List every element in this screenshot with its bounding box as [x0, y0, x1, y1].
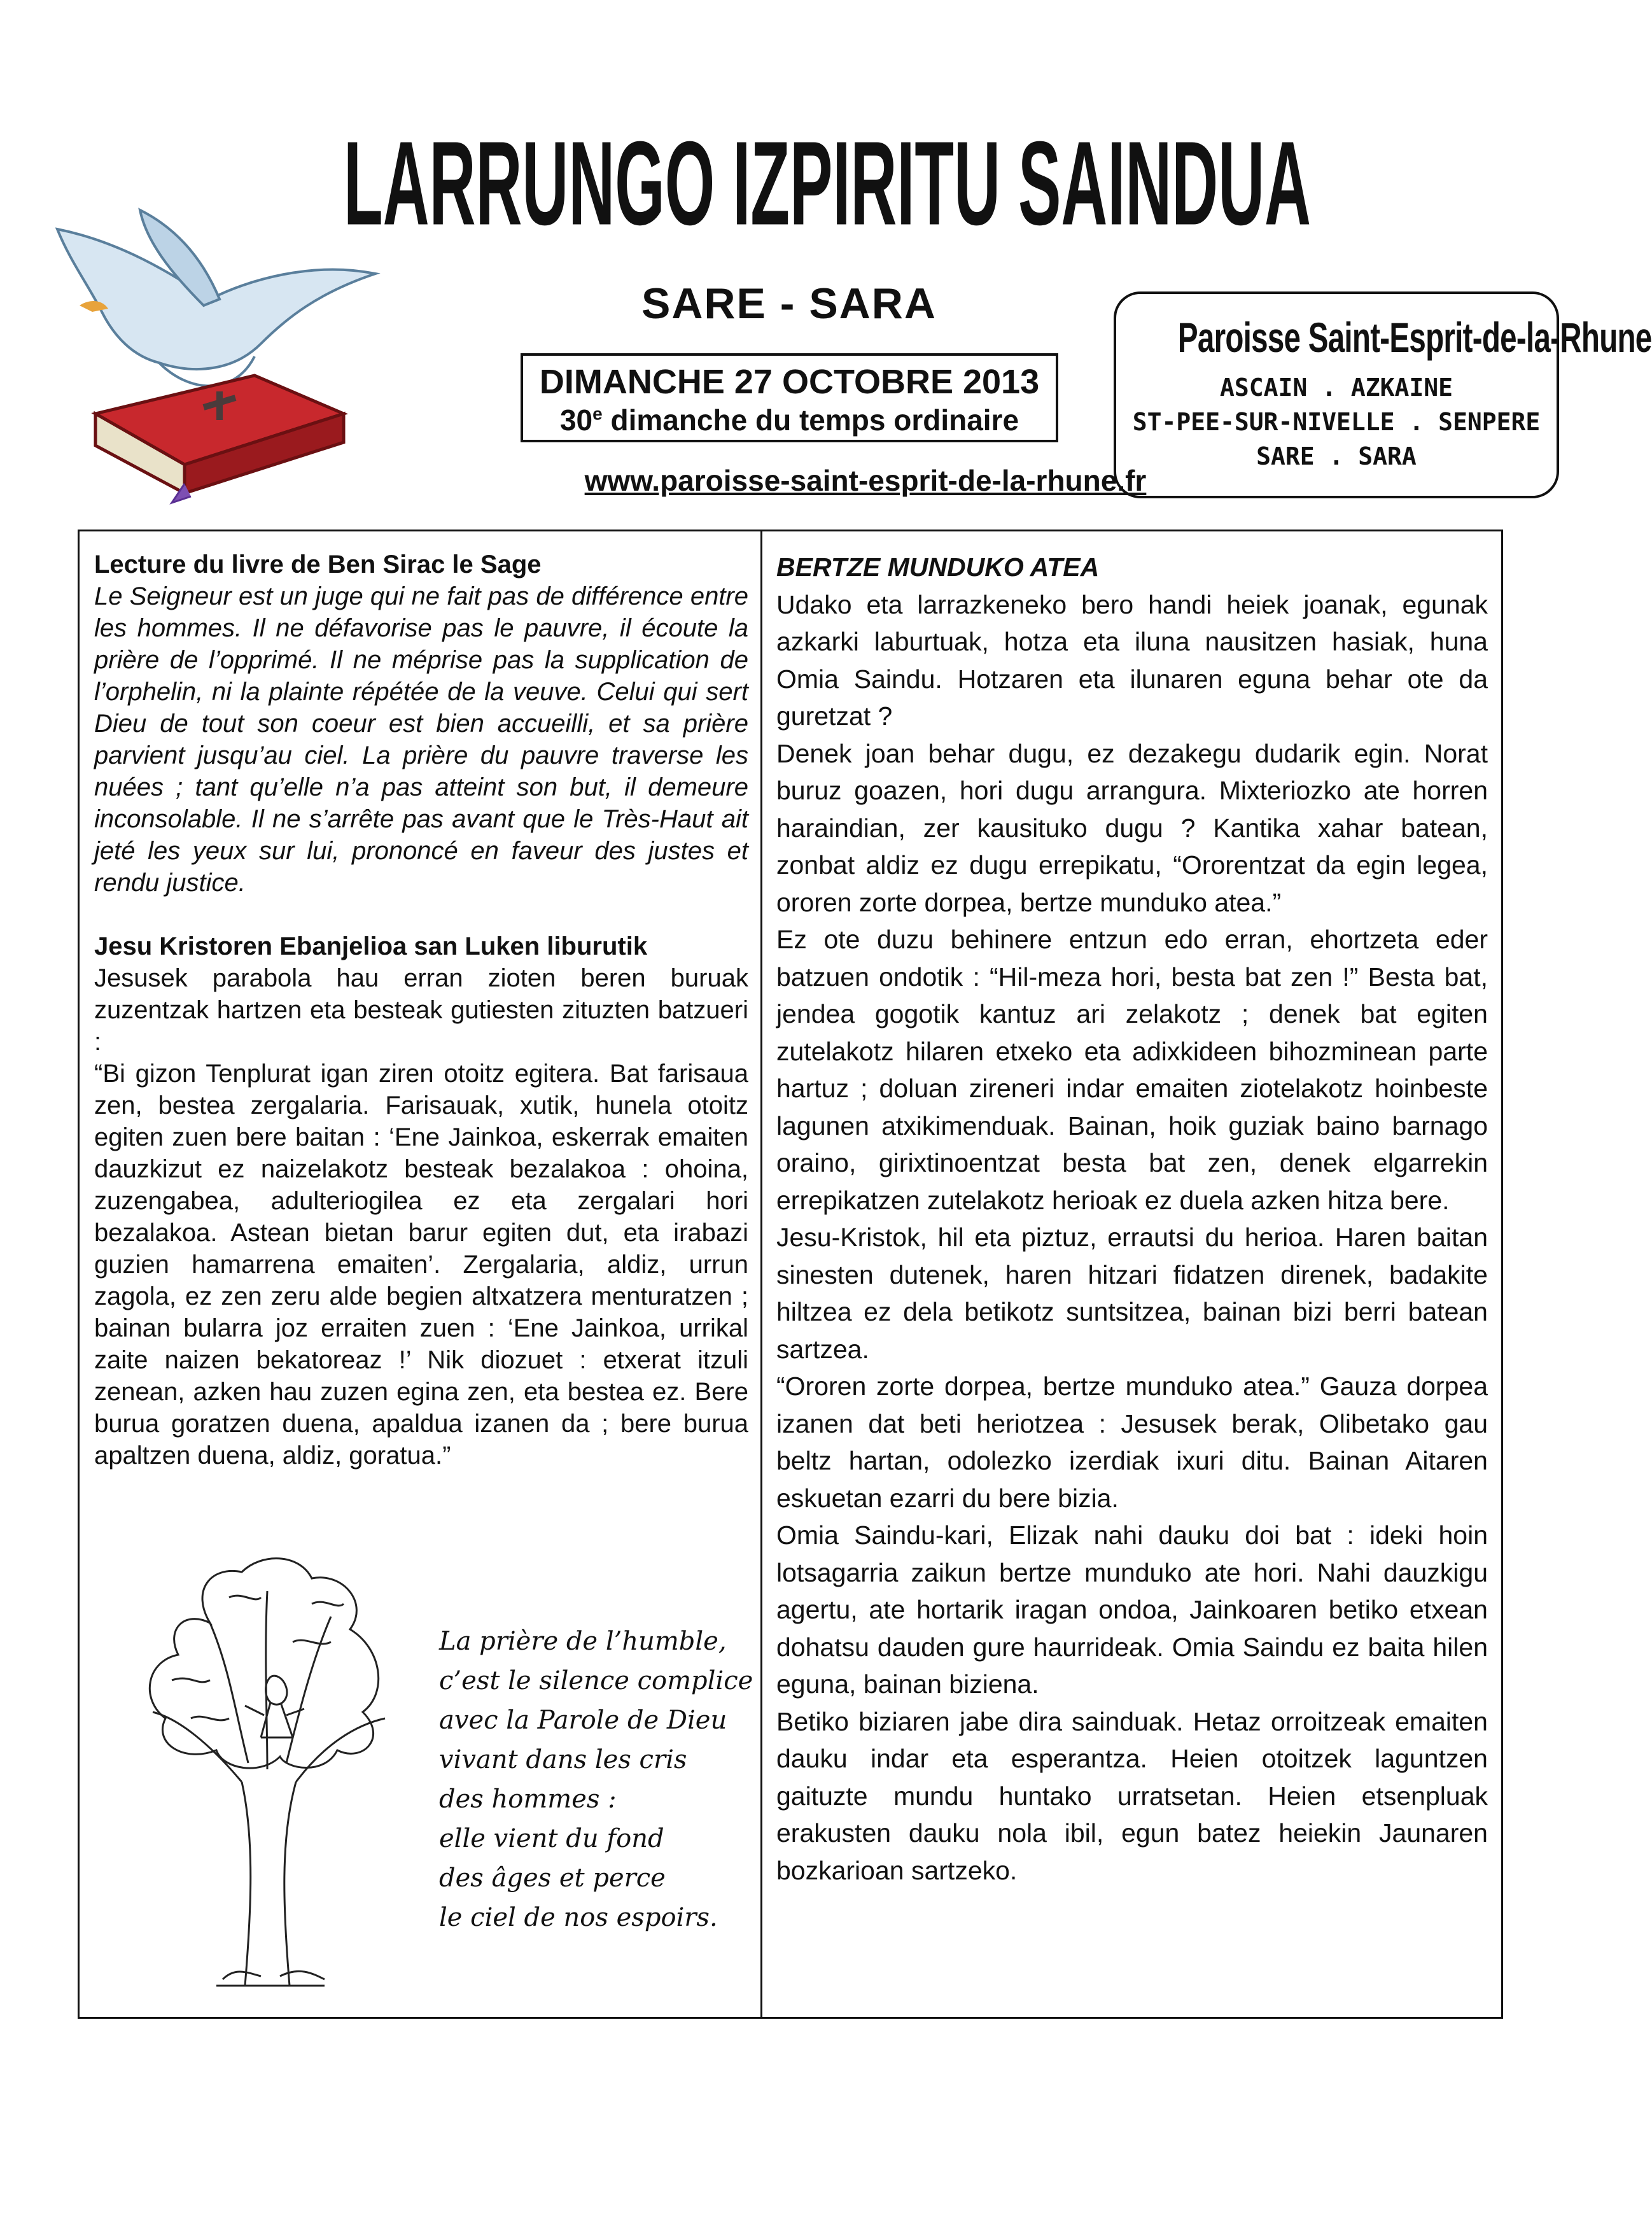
- parish-location-title: SARE - SARA: [641, 279, 937, 328]
- sunday-number: 30: [559, 404, 593, 437]
- tree-with-child-icon: [134, 1553, 401, 1986]
- article-paragraph: Jesu-Kristok, hil eta piztuz, errautsi du herioa. Haren baitan sinesten dutenek, haren hitzari fidatzen direnek, badakite hiltzea ez dela betikotz suntsitzea, bainan bizi berri batean sartzea.: [776, 1223, 1488, 1364]
- prayer-line: elle vient du fond: [439, 1824, 664, 1853]
- article-paragraph: Betiko biziaren jabe dira sainduak. Hetaz orroitzeak emaiten dauku indar eta esperantza. Heien otoitzek laguntzen gaituzte mundu huntako urratsetan. Heien etsenpluak erakusten dauku nola ibil, egun batez heiekin Jaunaren bozkarioan sartzeko.: [776, 1706, 1488, 1885]
- prayer-line: des âges et perce: [439, 1864, 666, 1893]
- parish-town-line: ASCAIN . AZKAINE: [1219, 374, 1453, 402]
- article-title: BERTZE MUNDUKO ATEA: [776, 552, 1100, 582]
- prayer-line: des hommes :: [439, 1785, 617, 1814]
- sunday-text: dimanche du temps ordinaire: [602, 404, 1019, 437]
- newsletter-title-text: LARRUNGO IZPIRITU SAINDUA: [343, 116, 1311, 250]
- prayer-line: c’est le silence complice: [439, 1666, 753, 1695]
- left-column: [94, 549, 748, 1471]
- liturgical-sunday: [523, 403, 1056, 437]
- parish-name: Paroisse Saint-Esprit-de-la-Rhune: [1177, 314, 1652, 361]
- article-paragraph: Omia Saindu-kari, Elizak nahi dauku doi bat : ideki hoin lotsagarria zaikun bertze munduko ate hori. Nahi dauzkigu agertu, ate hortarik iragan ondoa, Jainkoaren betiko etxean dohatsu dauden gure haurrideak. Omia Saindu ez baita hilen eguna, bainan biziena.: [776, 1520, 1488, 1699]
- article-paragraph: Udako eta larrazkeneko bero handi heiek joanak, egunak azkarki laburtuak, hotza eta iluna nausitzen hasiak, huna Omia Saindu. Hotzaren eta ilunaren eguna behar ote da guretzat ?: [776, 589, 1488, 731]
- right-column: [776, 549, 1488, 1889]
- prayer-line: La prière de l’humble,: [439, 1627, 727, 1656]
- prayer-line: avec la Parole de Dieu: [439, 1706, 727, 1735]
- gospel-title: Jesu Kristoren Ebanjelioa san Luken liburutik: [94, 932, 648, 960]
- article-paragraph: Ez ote duzu behinere entzun edo erran, ehortzeta eder batzuen ondotik : “Hil-meza hori, besta bat zen !” Besta bat, jendea gogotik kantuz ari zelakotz ; denek bat egiten zutelakotz hilaren etxeko eta adixkideen bihozminean parte hartuz ; doluan zireneri indar emaiten ziotelakotz hoinbeste lagunen atxikimenduak. Bainan, hoik guziak baino barnago oraino, girixtinoentzat besta bat zen, denek elgarrekin errepikatzen zutelakotz herioak ez duela azken hitza bere.: [776, 925, 1488, 1215]
- reading-text: Le Seigneur est un juge qui ne fait pas de différence entre les hommes. Il ne défavorise pas le pauvre, il écoute la prière de l’opprimé. Il ne méprise pas la supplication de l’orphelin, ni la plainte répétée de la veuve. Celui qui sert Dieu de tout son coeur est bien accueilli, et sa prière parvient jusqu’au ciel. La prière du pauvre traverse les nuées ; tant qu’elle n’a pas atteint son but, il demeure inconsolable. Il ne s’arrête pas avant que le Très-Haut ait jeté les yeux sur lui, prononcé en faveur des justes et rendu justice.: [94, 582, 748, 897]
- dove-with-book-icon: [45, 204, 401, 509]
- gospel-intro: Jesusek parabola hau erran zioten beren buruak zuzentzak hartzen eta besteak gutiesten zituzten batzueri :: [94, 964, 748, 1056]
- sunday-date: DIMANCHE 27 OCTOBRE 2013: [539, 363, 1040, 401]
- sunday-ordinal: e: [592, 404, 603, 424]
- prayer-line: vivant dans les cris: [439, 1745, 687, 1774]
- newsletter-title: [331, 105, 1324, 270]
- article-paragraph: “Ororen zorte dorpea, bertze munduko atea.” Gauza dorpea izanen dat beti heriotzea : Jesusek berak, Olibetako gau beltz hartan, odolezko izerdiak ixuri ditu. Bainan Aitaren eskuetan ezarri du bere bizia.: [776, 1372, 1488, 1513]
- date-box: [521, 353, 1058, 442]
- prayer-poem: [439, 1622, 770, 1937]
- gospel-text: “Bi gizon Tenplurat igan ziren otoitz egitera. Bat farisaua zen, bestea zergalaria. Farisauak, xutik, hunela otoitz egiten zuen bere baitan : ‘Ene Jainkoa, eskerrak emaiten dauzkizut ez naizelakotz besteak bezalakoa : ohoina, zuzengabea, adulteriogilea ez eta zergalari hori bezalakoa. Astean bietan barur egiten dut, eta irabazi guzien hamarrena emaiten’. Zergalaria, aldiz, urrun zagola, ez zen zeru alde begien altxatzera menturatzen ; bainan bularra joz erraiten zuen : ‘Ene Jainkoa, urrikal zaite naizen bekatoreaz !’ Nik diozuet : etxerat itzuli zenean, azken hau zuzen egina zen, eta bestea ez. Bere burua goratzen duena, apaldua izanen da ; bere burua apaltzen duena, aldiz, goratua.”: [94, 1060, 748, 1470]
- parish-website-link[interactable]: www.paroisse-saint-esprit-de-la-rhune.fr: [584, 464, 1147, 497]
- parish-town-line: SARE . SARA: [1256, 442, 1417, 470]
- reading-title: Lecture du livre de Ben Sirac le Sage: [94, 551, 542, 579]
- parish-town-line: ST-PEE-SUR-NIVELLE . SENPERE: [1132, 408, 1541, 436]
- prayer-line: le ciel de nos espoirs.: [439, 1903, 718, 1932]
- article-paragraph: Denek joan behar dugu, ez dezakegu dudarik egin. Norat buruz goazen, hori dugu arrangura. Mixteriozko ate horren haraindian, zer kausituko dugu ? Kantika xahar batean, zonbat aldiz ez dugu errepikatu, “Ororentzat da egin legea, ororen zorte dorpea, bertze munduko atea.”: [776, 738, 1488, 917]
- parish-box: [1114, 291, 1652, 498]
